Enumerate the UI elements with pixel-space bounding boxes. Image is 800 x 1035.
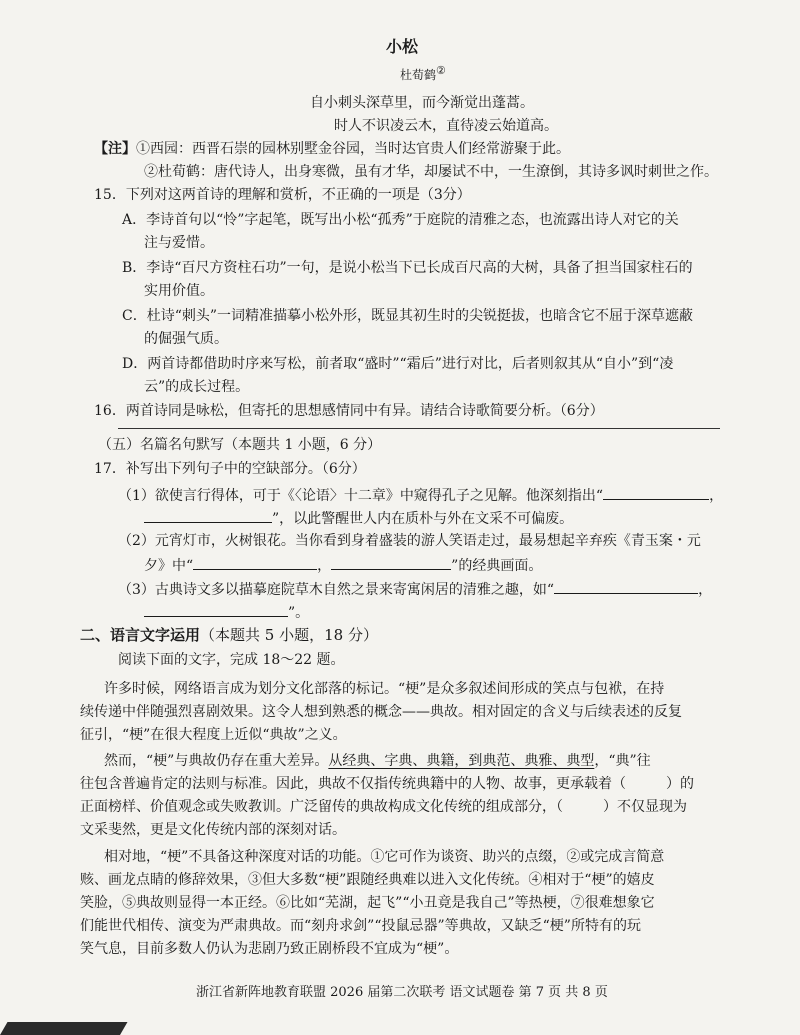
- note-1: [94, 140, 570, 158]
- q17-blank-1[interactable]: [603, 485, 709, 500]
- passage-p2-line2: [80, 775, 694, 793]
- q15-option-a-line1: A．李诗首句以“怜”字起笔，既写出小松“孤秀”于庭院的清雅之态，也流露出诗人对它的关: [122, 212, 679, 228]
- q17-item-1-comma: ，: [709, 488, 724, 504]
- q17-blank-6[interactable]: [144, 602, 288, 617]
- q15-option-c-line1: C．杜诗“刺头”一词精准描摹小松外形，既显其初生时的尖锐挺拔，也暗含它不屈于深草遮蔽: [122, 308, 694, 324]
- q17-stem: 17．补写出下列句子中的空缺部分。（6分）: [94, 461, 366, 477]
- passage-p2-line1-start: 然而，“梗”与典故仍存在重大差异。: [104, 753, 329, 769]
- poem-author-note: ②: [436, 64, 446, 77]
- q17-item-2-comma: ，: [317, 558, 332, 574]
- q17-item-3-line2: [144, 602, 309, 622]
- passage-p2-line4: 文采斐然，更是文化传统内部的深刻对话。: [80, 822, 346, 838]
- q15-stem: 15．下列对这两首诗的理解和赏析，不正确的一项是（3分）: [94, 187, 471, 203]
- poem-line-1: 自小刺头深草里，而今渐觉出蓬蒿。: [310, 95, 534, 111]
- passage-p2-line3: [80, 798, 687, 816]
- passage-p1-line3: 征引，“梗”在很大程度上近似“典故”之义。: [80, 727, 347, 743]
- q17-item-2-start: 夕》中“: [144, 558, 194, 574]
- passage-p3-line3: 笑脸，⑤典故则显得一本正经。⑥比如“芜湖，起飞”“小丑竟是我自己”等热梗，⑦很难想象它: [80, 895, 655, 911]
- part-2-title: 二、语言文字运用: [80, 626, 201, 644]
- q15-option-c-line2: 的倔强气质。: [144, 331, 228, 347]
- section-5-heading: （五）名篇名句默写（本题共 1 小题，6 分）: [98, 437, 382, 453]
- q17-item-2-end: ”的经典画面。: [451, 558, 543, 574]
- passage-p3-line4: 们能世代相传、演变为严肃典故。而“刻舟求剑”“投鼠忌器”等典故，又缺乏“梗”所特有的玩: [80, 918, 641, 934]
- q15-option-a-line2: 注与爱惜。: [144, 235, 214, 251]
- q15-option-d-line2: 云”的成长过程。: [144, 379, 250, 395]
- part-2-note: （本题共 5 小题，18 分）: [200, 626, 378, 644]
- q17-item-2-line1: （2）元宵灯市，火树银花。当你看到身着盛装的游人笑语走过，最易想起辛弃疾《青玉案・元: [118, 533, 701, 549]
- passage-p2-line3-text: 正面榜样、价值观念或失败教训。广泛留传的典故构成文化传统的组成部分，（: [80, 799, 563, 815]
- q17-item-1-text: （1）欲使言行得体，可于《〈论语〉十二章》中窥得孔子之见解。他深刻指出“: [118, 488, 604, 504]
- note-2: ②杜荀鹤：唐代诗人，出身寒微，虽有才华，却屡试不中，一生潦倒，其诗多讽时刺世之作。: [144, 164, 718, 180]
- q17-blank-2[interactable]: [144, 508, 272, 523]
- poem-author: [400, 62, 446, 84]
- q17-item-1-line1: [118, 485, 723, 505]
- poem-author-name: 杜荀鹤: [400, 68, 437, 82]
- part-2-heading: [80, 626, 378, 644]
- passage-p1-line2: 续传递中伴随强烈喜剧效果。这令人想到熟悉的概念——典故。相对固定的含义与后续表述的反复: [80, 704, 682, 720]
- passage-p2-line1: [104, 752, 651, 770]
- poem-line-2: 时人不识凌云木，直待凌云始道高。: [334, 118, 558, 134]
- q17-item-2-line2: [144, 555, 542, 575]
- q17-item-1-end: ”，以此警醒世人内在质朴与外在文采不可偏废。: [272, 511, 574, 527]
- q17-blank-3[interactable]: [193, 555, 317, 570]
- scan-shadow: [0, 1022, 128, 1035]
- part-2-instruction: 阅读下面的文字，完成 18～22 题。: [118, 652, 345, 668]
- q15-option-b-line1: B．李诗“百尺方资柱石功”一句，是说小松当下已长成百尺高的大树，具备了担当国家柱石的: [122, 260, 693, 276]
- q15-option-b-line2: 实用价值。: [144, 283, 214, 299]
- q17-item-3-comma: ，: [698, 582, 713, 598]
- q17-item-1-line2: [144, 508, 573, 528]
- q17-item-3-text: （3）古典诗文多以描摹庭院草木自然之景来寄寓闲居的清雅之趣，如“: [118, 582, 555, 598]
- poem-title: 小松: [386, 37, 419, 56]
- q17-item-3-end: ”。: [288, 605, 310, 621]
- passage-p1-line1: 许多时候，网络语言成为划分文化部落的标记。“梗”是众多叙述间形成的笑点与包袱，在持: [104, 681, 665, 697]
- q15-option-d-line1: D．两首诗都借助时序来写松，前者取“盛时”“霜后”进行对比，后者则叙其从“自小”到“凌: [122, 356, 674, 372]
- passage-underlined-phrase: 从经典、字典、典籍，到典范、典雅、典型: [328, 753, 595, 769]
- q17-blank-5[interactable]: [554, 579, 698, 594]
- notes-label: 【注】: [94, 141, 136, 157]
- passage-p2-line2-text: 往包含普遍肯定的法则与标准。因此，典故不仅指传统典籍中的人物、故事，更承载着（: [80, 776, 626, 792]
- passage-p3-line2: 赅、画龙点睛的修辞效果，③但大多数“梗”跟随经典难以进入文化传统。④相对于“梗”的嬉皮: [80, 872, 655, 888]
- q16-answer-line: [118, 428, 720, 429]
- passage-p2-line1-end: ，“典”往: [594, 753, 651, 769]
- q17-item-3-line1: [118, 579, 712, 599]
- passage-p3-line5: 笑气息，目前多数人仍认为悲剧乃致正剧桥段不宜成为“梗”。: [80, 941, 459, 957]
- page-footer: 浙江省新阵地教育联盟 2026 届第二次联考 语文试题卷 第 7 页 共 8 页: [196, 985, 608, 1000]
- passage-p2-line3-end: ）不仅显现为: [603, 799, 687, 815]
- passage-p2-line2-end: ）的: [666, 776, 694, 792]
- q17-blank-4[interactable]: [331, 555, 451, 570]
- passage-p3-line1: 相对地，“梗”不具备这种深度对话的功能。①它可作为谈资、助兴的点缀，②或完成言简意: [104, 849, 665, 865]
- q16-stem: 16．两首诗同是咏松，但寄托的思想感情同中有异。请结合诗歌简要分析。（6分）: [94, 403, 604, 419]
- note-1-text: ①西园：西晋石崇的园林别墅金谷园，当时达官贵人们经常游聚于此。: [136, 141, 570, 157]
